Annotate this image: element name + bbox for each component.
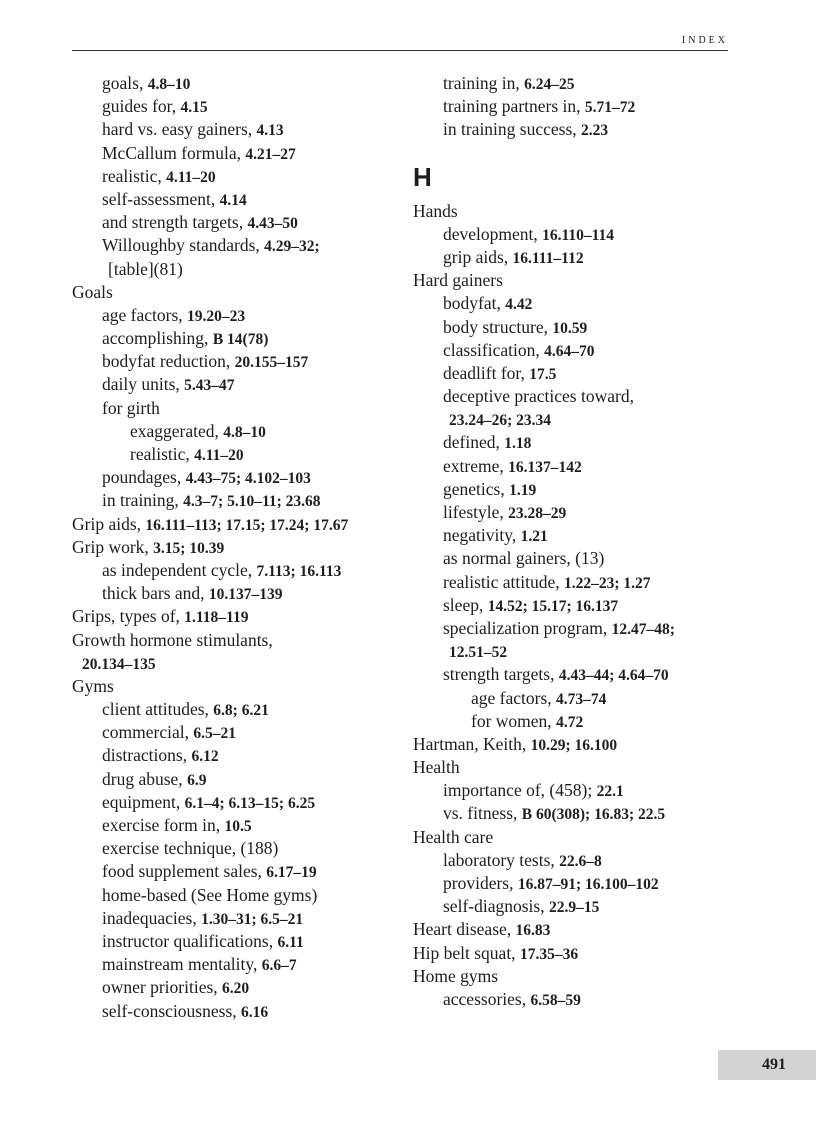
index-entry: for girth [102,397,160,418]
index-heading: Home gyms [413,965,499,986]
index-heading: Grip work, 3.15; 10.39 [72,536,225,557]
index-subentry: age factors, 4.73–74 [471,687,607,708]
index-entry: food supplement sales, 6.17–19 [102,861,317,882]
index-entry: mainstream mentality, 6.6–7 [102,954,297,975]
index-entry: goals, 4.8–10 [102,73,191,93]
index-heading: Growth hormone stimulants, [72,629,273,650]
index-entry: laboratory tests, 22.6–8 [443,849,602,870]
index-entry-continuation: 20.134–135 [82,655,156,673]
running-header: INDEX [681,35,728,46]
index-entry: owner priorities, 6.20 [102,977,250,998]
index-heading: Gyms [72,675,114,696]
header-rule [72,50,728,51]
index-entry: thick bars and, 10.137–139 [102,583,283,604]
index-entry: grip aids, 16.111–112 [443,246,584,267]
index-heading: Hands [413,200,458,221]
index-subentry: realistic, 4.11–20 [130,444,244,464]
index-entry: deadlift for, 17.5 [443,362,557,383]
index-entry: accessories, 6.58–59 [443,988,581,1009]
index-heading: Grips, types of, 1.118–119 [72,606,249,627]
page-number: 491 [762,1056,786,1073]
index-heading: Goals [72,281,113,302]
index-entry: equipment, 6.1–4; 6.13–15; 6.25 [102,791,316,812]
index-entry: negativity, 1.21 [443,525,548,546]
index-entry: extreme, 16.137–142 [443,455,582,476]
index-entry: daily units, 5.43–47 [102,374,235,395]
index-entry: strength targets, 4.43–44; 4.64–70 [443,664,669,685]
index-entry-continuation: 12.51–52 [449,644,508,662]
index-entry: and strength targets, 4.43–50 [102,212,298,233]
index-entry: in training, 4.3–7; 5.10–11; 23.68 [102,490,321,511]
index-entry: age factors, 19.20–23 [102,304,246,325]
index-heading: Hip belt squat, 17.35–36 [413,942,579,963]
index-entry: Willoughby standards, 4.29–32; [102,235,320,256]
index-entry: realistic, 4.11–20 [102,165,216,186]
index-entry: drug abuse, 6.9 [102,768,207,789]
index-entry: as normal gainers, (13) [443,548,605,569]
index-entry: self-diagnosis, 22.9–15 [443,896,600,917]
index-column-left [72,72,412,1023]
index-entry: realistic attitude, 1.22–23; 1.27 [443,571,651,592]
index-entry: vs. fitness, B 60(308); 16.83; 22.5 [443,803,666,824]
index-heading: Hard gainers [413,270,503,291]
index-entry: bodyfat reduction, 20.155–157 [102,351,309,372]
index-heading: Grip aids, 16.111–113; 17.15; 17.24; 17.67 [72,513,349,534]
index-entry: body structure, 10.59 [443,316,588,337]
index-entry: instructor qualifications, 6.11 [102,930,304,951]
index-subentry: for women, 4.72 [471,710,584,731]
index-entry: distractions, 6.12 [102,745,219,766]
index-entry: training in, 6.24–25 [443,73,575,93]
index-entry: deceptive practices toward, [443,386,634,407]
index-entry: bodyfat, 4.42 [443,293,533,314]
index-entry: McCallum formula, 4.21–27 [102,142,296,163]
index-entry: providers, 16.87–91; 16.100–102 [443,873,659,893]
index-entry: exercise technique, (188) [102,838,279,859]
index-entry: exercise form in, 10.5 [102,815,252,835]
index-heading: Hartman, Keith, 10.29; 16.100 [413,733,618,754]
index-entry-continuation: [table](81) [108,258,183,279]
index-entry: hard vs. easy gainers, 4.13 [102,119,284,140]
index-entry: defined, 1.18 [443,432,532,453]
index-entry: lifestyle, 23.28–29 [443,502,567,522]
index-heading: Health care [413,826,494,847]
index-entry: client attitudes, 6.8; 6.21 [102,699,269,720]
index-column-right [413,72,733,1011]
index-entry-continuation: 23.24–26; 23.34 [449,412,552,430]
index-entry: guides for, 4.15 [102,96,208,117]
index-entry: self-consciousness, 6.16 [102,1000,269,1021]
index-entry: commercial, 6.5–21 [102,722,236,743]
index-entry: specialization program, 12.47–48; [443,617,675,638]
index-subentry: exaggerated, 4.8–10 [130,420,266,441]
section-letter-heading: H [413,161,432,192]
index-entry: importance of, (458); 22.1 [443,780,624,801]
index-entry: as independent cycle, 7.113; 16.113 [102,559,342,580]
index-entry: genetics, 1.19 [443,478,537,499]
index-entry: inadequacies, 1.30–31; 6.5–21 [102,907,304,928]
index-entry: poundages, 4.43–75; 4.102–103 [102,467,311,488]
index-entry: home-based (See Home gyms) [102,884,318,905]
index-entry: self-assessment, 4.14 [102,188,247,209]
index-entry: in training success, 2.23 [443,119,609,140]
index-entry: training partners in, 5.71–72 [443,96,636,117]
index-entry: accomplishing, B 14(78) [102,328,269,349]
index-entry: classification, 4.64–70 [443,339,595,360]
index-heading: Health [413,757,460,778]
index-entry: sleep, 14.52; 15.17; 16.137 [443,594,619,615]
index-entry: development, 16.110–114 [443,223,615,244]
index-heading: Heart disease, 16.83 [413,919,551,940]
